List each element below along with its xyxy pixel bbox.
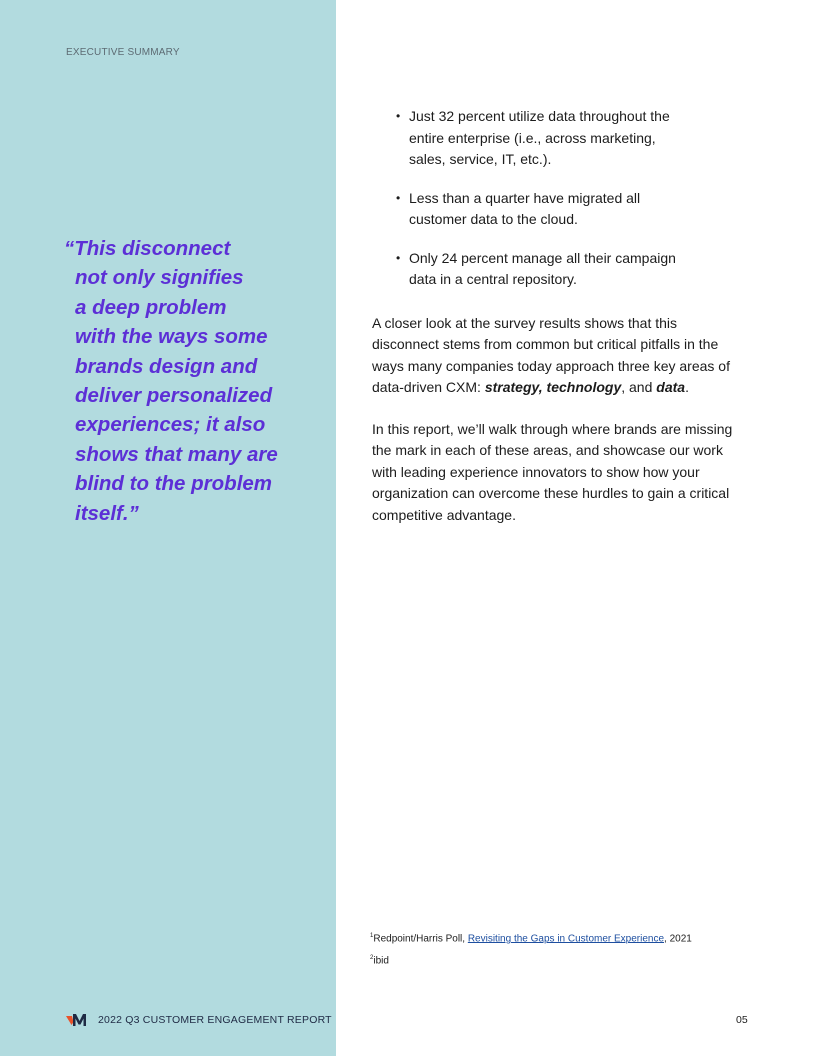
footnote xyxy=(370,927,692,949)
pull-quote-line: shows that many are xyxy=(75,442,278,466)
body-paragraph xyxy=(372,313,746,399)
footnotes xyxy=(370,927,692,971)
section-label: EXECUTIVE SUMMARY xyxy=(66,47,180,58)
footnote-marker: 2 xyxy=(370,954,374,961)
bullet-item: • Just 32 percent utilize data throughout the entire enterprise (i.e., across marketing, sales, service, IT, etc.). xyxy=(396,106,696,171)
pull-quote-line: experiences; it also xyxy=(75,413,266,437)
pull-quote-line: not only signifies xyxy=(75,266,244,290)
paragraph-end: . xyxy=(685,379,689,395)
footnote-text: ibid xyxy=(373,955,389,967)
pull-quote-line: a deep problem xyxy=(75,295,227,319)
footer-brand xyxy=(66,1013,332,1027)
footnote-suffix: , 2021 xyxy=(664,933,692,945)
report-name: 2022 Q3 CUSTOMER ENGAGEMENT REPORT xyxy=(98,1014,332,1026)
pull-quote-line: deliver personalized xyxy=(75,384,273,408)
footnote xyxy=(370,949,692,971)
bullet-item: • Less than a quarter have migrated all customer data to the cloud. xyxy=(396,188,696,231)
m-logo-icon xyxy=(66,1013,88,1027)
paragraph-joiner: , and xyxy=(621,379,657,395)
footnote-marker: 1 xyxy=(370,933,374,939)
sidebar-panel xyxy=(0,0,336,1056)
paragraph-text: A closer look at the survey results shows that this disconnect stems from common but critical pitfalls in the ways many companies today approach three key areas of data-driven CXM: xyxy=(372,314,730,395)
pull-quote-line: with the ways some xyxy=(75,325,268,349)
pull-quote-line: itself.” xyxy=(75,501,139,525)
page-number: 05 xyxy=(736,1014,748,1026)
pull-quote-line: “This disconnect xyxy=(64,237,231,260)
footnote-prefix: Redpoint/Harris Poll, xyxy=(373,933,468,945)
pull-quote-line: brands design and xyxy=(75,354,258,378)
main-content xyxy=(372,106,752,526)
stats-bullet-list xyxy=(372,106,752,291)
pull-quote xyxy=(64,234,314,528)
body-paragraph: In this report, we’ll walk through where brands are missing the mark in each of these areas, and showcase our work with leading experience innovators to show how your organization can overcome these hurdles to gain a critical competitive advantage. xyxy=(372,420,733,523)
bullet-item: • Only 24 percent manage all their campaign data in a central repository. xyxy=(396,248,696,291)
footnote-source-link[interactable]: Revisiting the Gaps in Customer Experience xyxy=(467,933,665,945)
pull-quote-line: blind to the problem xyxy=(75,472,273,496)
emphasis-strategy-technology: strategy, technology xyxy=(484,379,622,395)
emphasis-data: data xyxy=(656,379,686,395)
